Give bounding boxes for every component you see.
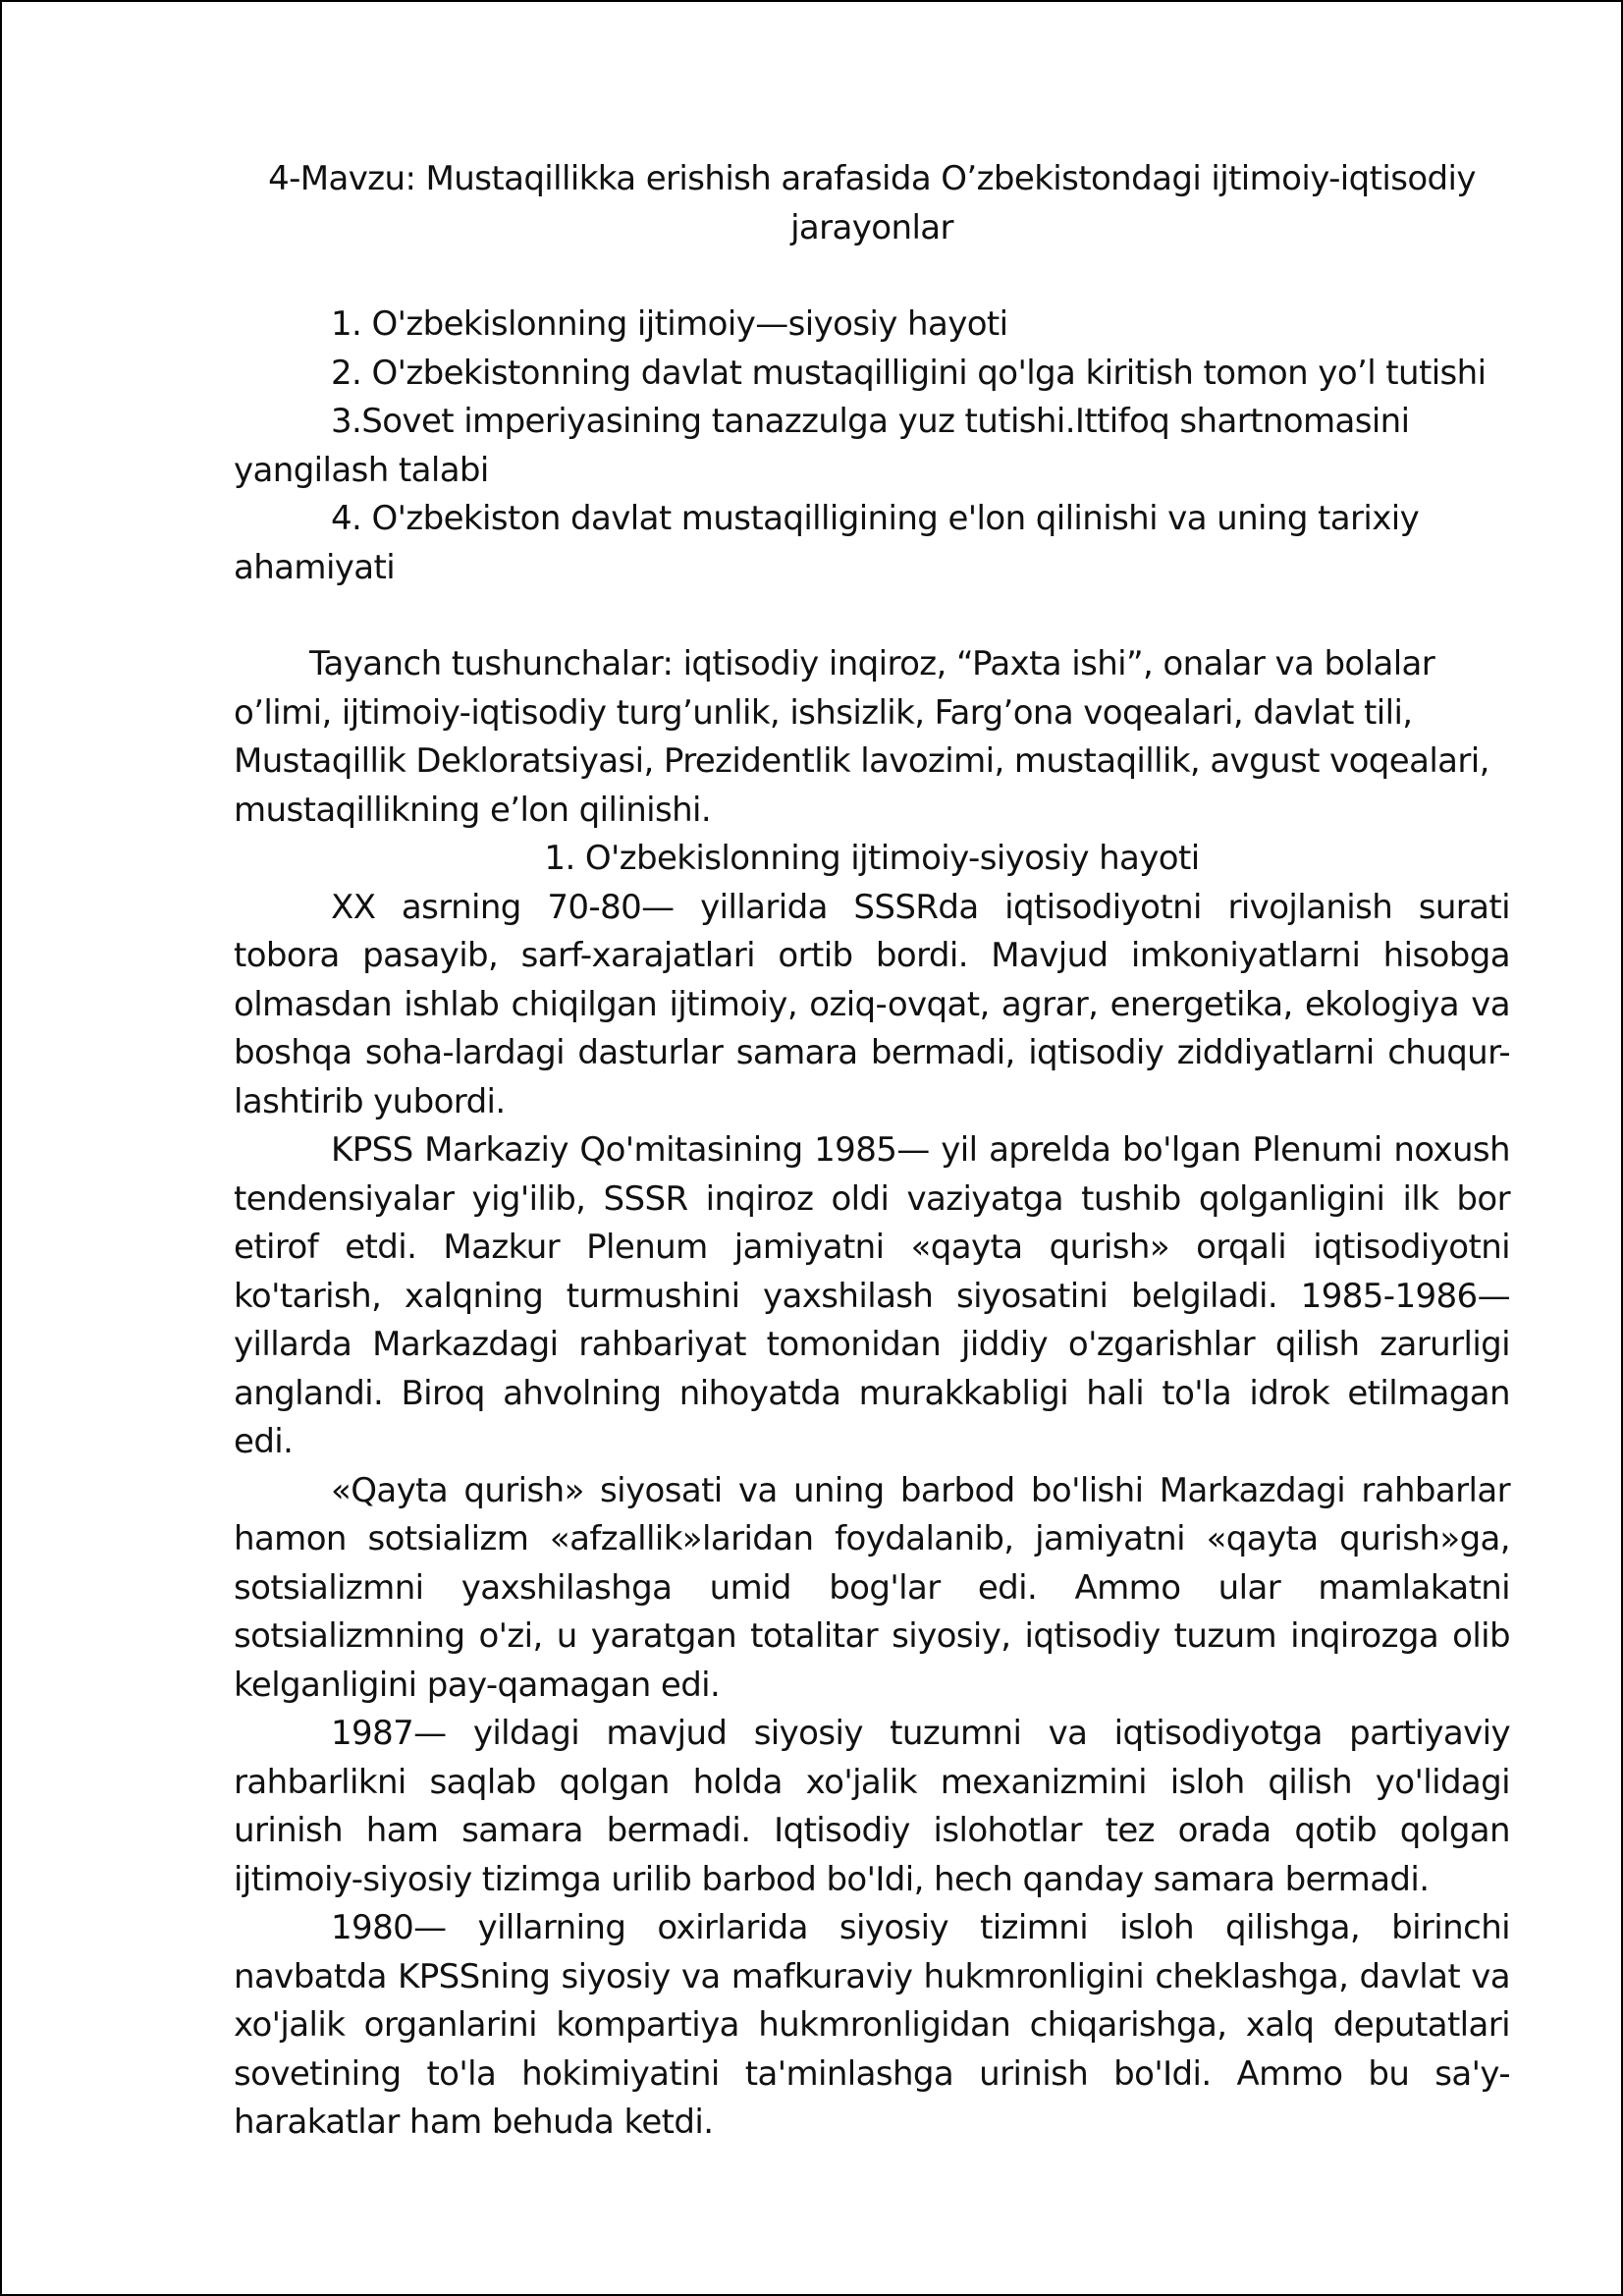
paragraph-2: KPSS Markaziy Qo'mitasining 1985— yil aprelda bo'lgan Plenumi noxush tendensiyalar yig'ilib, SSSR inqiroz oldi vaziyatga tushib qolganligini ilk bor etirof etdi. Mazkur Plenum jamiyatni «qayta qurish» orqali iqtisodiyotni ko'tarish, xalqning turmushini yaxshilash siyosatini belgiladi. 1985-1986— yillarda Markazdagi rahbariyat tomonidan jiddiy o'zgarishlar qilish zarurligi anglandi. Biroq ahvolning nihoyatda murakkabligi hali to'la idrok etilmagan edi.: [234, 1130, 1510, 1461]
paragraph-4: 1987— yildagi mavjud siyosiy tuzumni va iqtisodiyotga partiyaviy rahbarlikni saqlab qolgan holda xo'jalik mexanizmini isloh qilish yo'lidagi urinish ham samara bermadi. Iqtisodiy islohotlar tez orada qotib qolgan ijtimoiy-siyosiy tizimga urilib barbod bo'Idi, hech qanday samara bermadi.: [234, 1714, 1510, 1899]
title-line-2: jarayonlar: [790, 207, 953, 247]
section-heading: 1. O'zbekislonning ijtimoiy-siyosiy hayoti: [544, 839, 1200, 878]
paragraph-3: «Qayta qurish» siyosati va uning barbod bo'lishi Markazdagi rahbarlar hamon sotsializm «afzallik»laridan foydalanib, jamiyatni «qayta qurish»ga, sotsializmni yaxshilashga umid bog'lar edi. Ammo ular mamlakatni sotsializmning o'zi, u yaratgan totalitar siyosiy, iqtisodiy tuzum inqirozga olib kelganligini pay-qamagan edi.: [234, 1470, 1510, 1705]
plan-list: [234, 301, 1510, 592]
title-line-1: 4-Mavzu: Mustaqillikka erishish arafasida O’zbekistondagi ijtimoiy-iqtisodiy: [268, 159, 1476, 198]
document-title: [234, 155, 1510, 252]
plan-item-2: 2. O'zbekistonning davlat mustaqilligini qo'lga kiritish tomon yo’l tutishi: [331, 353, 1487, 393]
paragraph-5: 1980— yillarning oxirlarida siyosiy tizimni isloh qilishga, birinchi navbatda KPSSning siyosiy va mafkuraviy hukmronligini cheklashga, davlat va xo'jalik organlarini kompartiya hukmronligidan chiqarishga, xalq deputatlari sovetining to'la hokimiyatini ta'minlashga urinish bo'Idi. Ammo bu sa'y-harakatlar ham behuda ketdi.: [234, 1908, 1510, 2142]
key-concepts: Tayanch tushunchalar: iqtisodiy inqiroz, “Paxta ishi”, onalar va bolalar o’limi, ijtimoiy-iqtisodiy turg’unlik, ishsizlik, Farg’ona voqealari, davlat tili, Mustaqillik Dekloratsiyasi, Prezidentlik lavozimi, mustaqillik, avgust voqealari, mustaqillikning e’lon qilinishi.: [234, 644, 1489, 830]
plan-item-1: 1. O'zbekislonning ijtimoiy—siyosiy hayoti: [331, 304, 1008, 344]
plan-item-3: 3.Sovet imperiyasining tanazzulga yuz tutishi.Ittifoq shartnomasini yangilash talabi: [234, 402, 1410, 490]
paragraph-1: XX asrning 70-80— yillarida SSSRda iqtisodiyotni rivojlanish surati tobora pasayib, sarf-xarajatlari ortib bordi. Mavjud imkoniyatlarni hisobga olmasdan ishlab chiqilgan ijtimoiy, oziq-ovqat, agrar, energetika, ekologiya va boshqa soha-lardagi dasturlar samara bermadi, iqtisodiy ziddiyatlarni chuqur-lashtirib yubordi.: [234, 887, 1510, 1121]
document-body: [234, 155, 1510, 2148]
plan-item-4: 4. O'zbekiston davlat mustaqilligining e'lon qilinishi va uning tarixiy ahamiyati: [234, 499, 1420, 587]
